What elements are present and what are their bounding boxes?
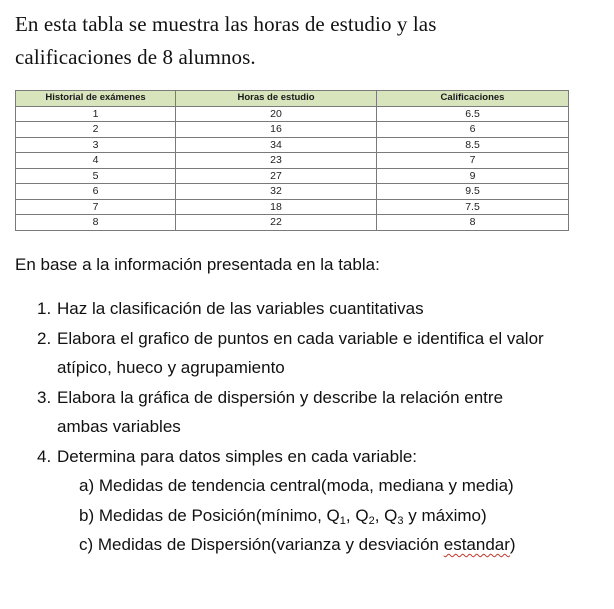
task-text: Haz la clasificación de las variables cuantitativas bbox=[57, 299, 424, 318]
cell-grade: 7.5 bbox=[377, 199, 569, 215]
task-number: 3. bbox=[37, 387, 52, 407]
task-number: 4. bbox=[37, 446, 52, 466]
cell-exam: 4 bbox=[16, 153, 176, 169]
cell-hours: 16 bbox=[176, 122, 377, 138]
cell-grade: 8.5 bbox=[377, 137, 569, 153]
table-row bbox=[16, 137, 569, 153]
subtask-b bbox=[57, 501, 595, 531]
spellcheck-flagged-word: estandar bbox=[443, 535, 510, 554]
task-text-line-2: atípico, hueco y agrupamiento bbox=[57, 358, 285, 377]
cell-exam: 2 bbox=[16, 122, 176, 138]
task-text-line-1: Elabora el grafico de puntos en cada variable e identifica el valor bbox=[57, 328, 544, 348]
cell-exam: 6 bbox=[16, 184, 176, 200]
quartile-q2-index: 2 bbox=[368, 514, 375, 527]
table-row bbox=[16, 122, 569, 138]
quartile-q1-letter: Q bbox=[326, 505, 340, 525]
subtask-b-suffix: y máximo) bbox=[403, 505, 487, 525]
task-item-1 bbox=[15, 294, 595, 324]
table-row bbox=[16, 215, 569, 231]
subtask-c-prefix: c) Medidas de Dispersión(varianza y desviación bbox=[79, 535, 444, 554]
cell-hours: 18 bbox=[176, 199, 377, 215]
header-grades: Calificaciones bbox=[377, 91, 569, 107]
cell-grade: 6 bbox=[377, 122, 569, 138]
cell-grade: 9 bbox=[377, 168, 569, 184]
task-text-line-1: Elabora la gráfica de dispersión y describe la relación entre bbox=[57, 387, 504, 407]
quartile-q3-letter: Q bbox=[384, 505, 398, 525]
table-row bbox=[16, 184, 569, 200]
cell-hours: 34 bbox=[176, 137, 377, 153]
header-study-hours: Horas de estudio bbox=[176, 91, 377, 107]
cell-grade: 8 bbox=[377, 215, 569, 231]
cell-exam: 8 bbox=[16, 215, 176, 231]
task-number: 2. bbox=[37, 328, 52, 348]
cell-grade: 6.5 bbox=[377, 106, 569, 122]
table-row bbox=[16, 153, 569, 169]
table-header-row bbox=[16, 91, 569, 107]
intro-line-2: calificaciones de 8 alumnos. bbox=[15, 45, 256, 69]
cell-grade: 9.5 bbox=[377, 184, 569, 200]
intro-paragraph bbox=[15, 8, 595, 74]
task-item-4 bbox=[15, 442, 595, 560]
task-list bbox=[15, 294, 595, 560]
header-exam-history: Historial de exámenes bbox=[16, 91, 176, 107]
task-item-3 bbox=[15, 383, 595, 442]
subtask-c bbox=[57, 530, 595, 560]
subtask-a-text: a) Medidas de tendencia central(moda, mediana y media) bbox=[79, 476, 514, 495]
cell-grade: 7 bbox=[377, 153, 569, 169]
prompt-text: En base a la información presentada en la tabla: bbox=[15, 255, 380, 274]
cell-exam: 7 bbox=[16, 199, 176, 215]
cell-hours: 27 bbox=[176, 168, 377, 184]
grades-table bbox=[15, 90, 569, 231]
separator: , bbox=[345, 505, 356, 525]
table-row bbox=[16, 106, 569, 122]
task-text: Determina para datos simples en cada variable: bbox=[57, 446, 418, 466]
subtask-c-suffix: ) bbox=[509, 535, 516, 554]
cell-hours: 23 bbox=[176, 153, 377, 169]
task-text-line-2: ambas variables bbox=[57, 417, 181, 436]
subtask-a bbox=[57, 471, 595, 501]
cell-exam: 3 bbox=[16, 137, 176, 153]
subtask-b-prefix: b) Medidas de Posición(mínimo, bbox=[79, 505, 327, 525]
separator: , bbox=[374, 505, 385, 525]
task-item-2 bbox=[15, 324, 595, 383]
cell-hours: 20 bbox=[176, 106, 377, 122]
cell-hours: 32 bbox=[176, 184, 377, 200]
cell-hours: 22 bbox=[176, 215, 377, 231]
quartile-q2-letter: Q bbox=[355, 505, 369, 525]
table-row bbox=[16, 168, 569, 184]
intro-line-1: En esta tabla se muestra las horas de estudio y las bbox=[15, 12, 437, 36]
quartile-q3-index: 3 bbox=[397, 514, 404, 527]
cell-exam: 1 bbox=[16, 106, 176, 122]
quartile-q1-index: 1 bbox=[339, 514, 346, 527]
task-number: 1. bbox=[37, 299, 52, 318]
cell-exam: 5 bbox=[16, 168, 176, 184]
subtask-list bbox=[57, 471, 595, 560]
table-row bbox=[16, 199, 569, 215]
